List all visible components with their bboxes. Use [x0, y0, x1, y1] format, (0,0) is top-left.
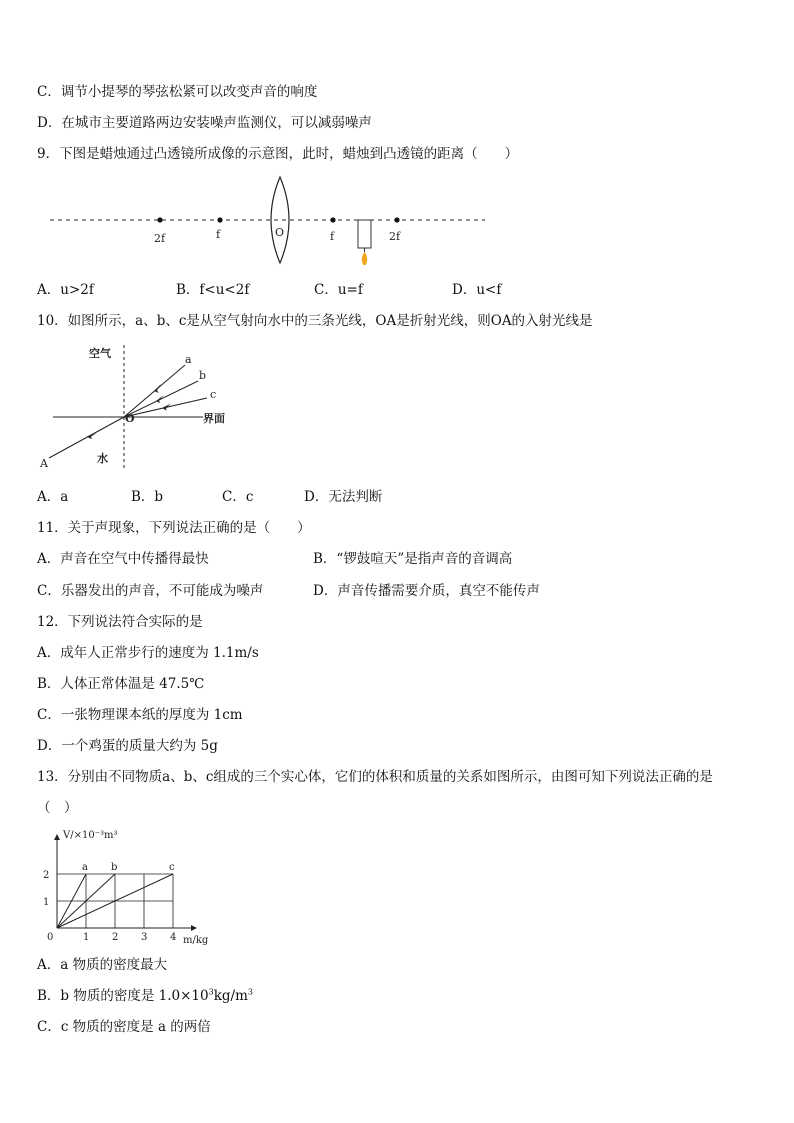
q13-option-a[interactable]: A．a 物质的密度最大 — [37, 957, 168, 973]
q12-option-a[interactable]: A．成年人正常步行的速度为 1.1m/s — [37, 645, 259, 661]
x-tick-label: 0 — [47, 932, 54, 943]
option-c-prev: C．调节小提琴的琴弦松紧可以改变声音的响度 — [37, 84, 318, 100]
q12-option-d[interactable]: D．一个鸡蛋的质量大约为 5g — [37, 738, 218, 754]
volume-mass-chart — [35, 828, 235, 948]
label-ray-A: A — [40, 457, 48, 470]
series-label-c: c — [169, 862, 175, 873]
label-o: O — [275, 226, 285, 239]
label-interface: 界面 — [203, 412, 225, 425]
q13-option-b-unit: kg/m — [213, 988, 248, 1004]
point-f-right — [330, 217, 335, 222]
question-13: 13．分别由不同物质a、b、c组成的三个实心体，它们的体积和质量的关系如图所示，由图可知下列说法正确的是 — [37, 769, 713, 785]
y-axis-label: V/×10⁻³m³ — [63, 830, 118, 841]
lens-diagram — [45, 175, 505, 265]
x-tick-label: 3 — [141, 932, 148, 943]
series-label-b: b — [111, 862, 118, 873]
x-tick-label: 4 — [170, 932, 177, 943]
point-f-left — [217, 217, 222, 222]
candle-flame — [362, 252, 368, 265]
q11-option-b[interactable]: B．“锣鼓喧天”是指声音的音调高 — [313, 551, 513, 567]
convex-lens — [271, 177, 289, 263]
q10-option-b[interactable]: B．b — [131, 489, 164, 505]
q9-option-a[interactable]: A．u>2f — [37, 282, 94, 298]
q13-option-b-exp: 3 — [208, 987, 214, 997]
q12-option-b[interactable]: B．人体正常体温是 47.5℃ — [37, 676, 205, 692]
y-tick-label: 2 — [43, 870, 50, 881]
x-axis-label: m/kg — [183, 935, 209, 946]
q9-option-c[interactable]: C．u=f — [314, 282, 363, 298]
label-f-right: f — [330, 230, 335, 243]
question-12: 12．下列说法符合实际的是 — [37, 614, 203, 630]
label-o: O — [125, 412, 135, 425]
q13-option-b-text: B．b 物质的密度是 1.0×10 — [37, 988, 209, 1004]
label-air: 空气 — [89, 347, 111, 360]
q9-option-b[interactable]: B．f<u<2f — [176, 282, 250, 298]
label-f-left: f — [216, 228, 221, 241]
candle-body — [358, 220, 371, 248]
refraction-diagram — [35, 343, 235, 473]
q11-option-c[interactable]: C．乐器发出的声音，不可能成为噪声 — [37, 583, 264, 599]
q12-option-c[interactable]: C．一张物理课本纸的厚度为 1cm — [37, 707, 243, 723]
label-2f-right: 2f — [389, 230, 401, 243]
x-tick-label: 1 — [83, 932, 90, 943]
q10-option-d[interactable]: D．无法判断 — [304, 489, 383, 505]
question-13-paren: （ ） — [37, 800, 78, 816]
label-ray-a: a — [185, 353, 192, 366]
q10-option-c[interactable]: C．c — [222, 489, 254, 505]
point-2f-left — [157, 217, 162, 222]
x-tick-label: 2 — [112, 932, 119, 943]
label-ray-c: c — [210, 388, 217, 401]
point-2f-right — [394, 217, 399, 222]
label-2f-left: 2f — [154, 232, 166, 245]
ray-b — [124, 381, 198, 417]
q13-option-b[interactable] — [37, 987, 253, 1005]
q13-option-b-exp2: 3 — [247, 987, 253, 997]
label-water: 水 — [97, 452, 108, 465]
q11-option-a[interactable]: A．声音在空气中传播得最快 — [37, 551, 209, 567]
q9-option-d[interactable]: D．u<f — [452, 282, 502, 298]
q13-option-c[interactable]: C．c 物质的密度是 a 的两倍 — [37, 1019, 211, 1035]
option-d-prev: D．在城市主要道路两边安装噪声监测仪，可以减弱噪声 — [37, 115, 372, 131]
question-9: 9．下图是蜡烛通过凸透镜所成像的示意图，此时，蜡烛到凸透镜的距离（ ） — [37, 146, 519, 162]
label-ray-b: b — [199, 369, 207, 382]
q10-option-a[interactable]: A．a — [37, 489, 69, 505]
series-label-a: a — [82, 862, 88, 873]
q11-option-d[interactable]: D．声音传播需要介质，真空不能传声 — [313, 583, 540, 599]
question-11: 11．关于声现象，下列说法正确的是（ ） — [37, 520, 311, 536]
ray-oa — [49, 417, 124, 458]
y-tick-label: 1 — [43, 897, 50, 908]
question-10: 10．如图所示，a、b、c是从空气射向水中的三条光线，OA是折射光线，则OA的入射光线是 — [37, 313, 593, 329]
